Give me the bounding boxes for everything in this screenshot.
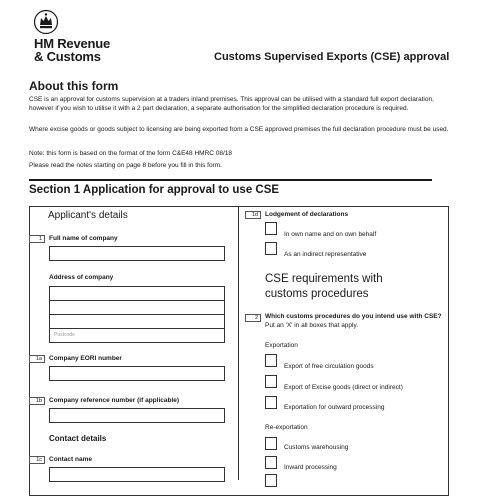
form-title: Customs Supervised Exports (CSE) approval — [214, 51, 450, 63]
question-number-1a: 1a — [29, 355, 45, 363]
inward-processing-option-label: Inward processing — [284, 464, 337, 471]
cse-requirements-heading — [265, 272, 383, 302]
eori-label: Company EORI number — [49, 355, 122, 362]
about-paragraph-4: Please read the notes starting on page 8 before you fill in this form. — [29, 162, 222, 169]
inward-processing-checkbox[interactable] — [265, 456, 277, 469]
about-heading: About this form — [29, 79, 119, 93]
full-name-label: Full name of company — [49, 235, 118, 242]
own-name-checkbox[interactable] — [265, 222, 277, 235]
indirect-representative-checkbox[interactable] — [265, 242, 277, 255]
customs-warehousing-checkbox[interactable] — [265, 437, 277, 450]
hmrc-logo-text — [34, 37, 110, 63]
applicant-details-heading: Applicant's details — [48, 210, 128, 221]
question-number-1: 1 — [29, 235, 45, 243]
contact-name-label: Contact name — [49, 456, 92, 463]
company-reference-field[interactable] — [49, 408, 225, 423]
question-number-2: 2 — [245, 314, 261, 322]
address-line-3-field[interactable] — [49, 314, 225, 329]
exportation-heading: Exportation — [265, 342, 298, 349]
additional-option-checkbox[interactable] — [265, 474, 277, 487]
brand-line-2: & Customs — [34, 49, 101, 64]
excise-goods-checkbox[interactable] — [265, 375, 277, 388]
procedures-question-label: Which customs procedures do you intend use with CSE? — [265, 313, 442, 320]
own-name-option-label: In own name and on own behalf — [284, 231, 377, 238]
royal-crest-icon — [34, 9, 58, 35]
indirect-representative-option-label: As an indirect representative — [284, 251, 367, 258]
about-paragraph-2: Where excise goods or goods subject to licensing are being exported from a CSE approved premises the full declaration procedure must be used. — [29, 126, 449, 133]
section-divider — [29, 179, 432, 181]
company-reference-label: Company reference number (if applicable) — [49, 397, 180, 404]
section-title: Section 1 Application for approval to use CSE — [29, 184, 280, 196]
excise-goods-option-label: Export of Excise goods (direct or indirect) — [284, 384, 403, 391]
eori-field[interactable] — [49, 366, 225, 381]
free-circulation-checkbox[interactable] — [265, 354, 277, 367]
outward-processing-option-label: Exportation for outward processing — [284, 404, 385, 411]
procedures-instruction: Put an 'X' in all boxes that apply. — [265, 322, 359, 329]
cse-requirements-heading-line-1: CSE requirements with — [265, 273, 383, 285]
address-line-1-field[interactable] — [49, 286, 225, 301]
column-divider — [238, 206, 239, 480]
customs-warehousing-option-label: Customs warehousing — [284, 444, 349, 451]
about-paragraph-1: CSE is an approval for customs supervision at a traders inland premises. This approval can be utilised with a standard full export declaration, however if you wish to utilise it with a 2 part declaration, a separate authorisation for the simplified declaration procedure is required. — [29, 96, 434, 112]
postcode-field[interactable]: Postcode — [49, 328, 225, 343]
outward-processing-checkbox[interactable] — [265, 396, 277, 409]
question-number-1d: 1d — [245, 211, 261, 219]
about-paragraph-3: Note: this form is based on the format of the form C&E48 HMRC 08/18 — [29, 150, 233, 157]
question-number-1b: 1b — [29, 397, 45, 405]
re-exportation-heading: Re-exportation — [265, 424, 308, 431]
brand-line-1: HM Revenue — [34, 36, 111, 51]
question-number-1c: 1c — [29, 456, 45, 464]
lodgement-label: Lodgement of declarations — [265, 211, 349, 218]
cse-requirements-heading-line-2: customs procedures — [265, 288, 369, 300]
address-label: Address of company — [49, 274, 114, 281]
free-circulation-option-label: Export of free circulation goods — [284, 363, 374, 370]
contact-details-heading: Contact details — [49, 434, 107, 443]
full-name-field[interactable] — [49, 246, 225, 261]
address-line-2-field[interactable] — [49, 300, 225, 315]
